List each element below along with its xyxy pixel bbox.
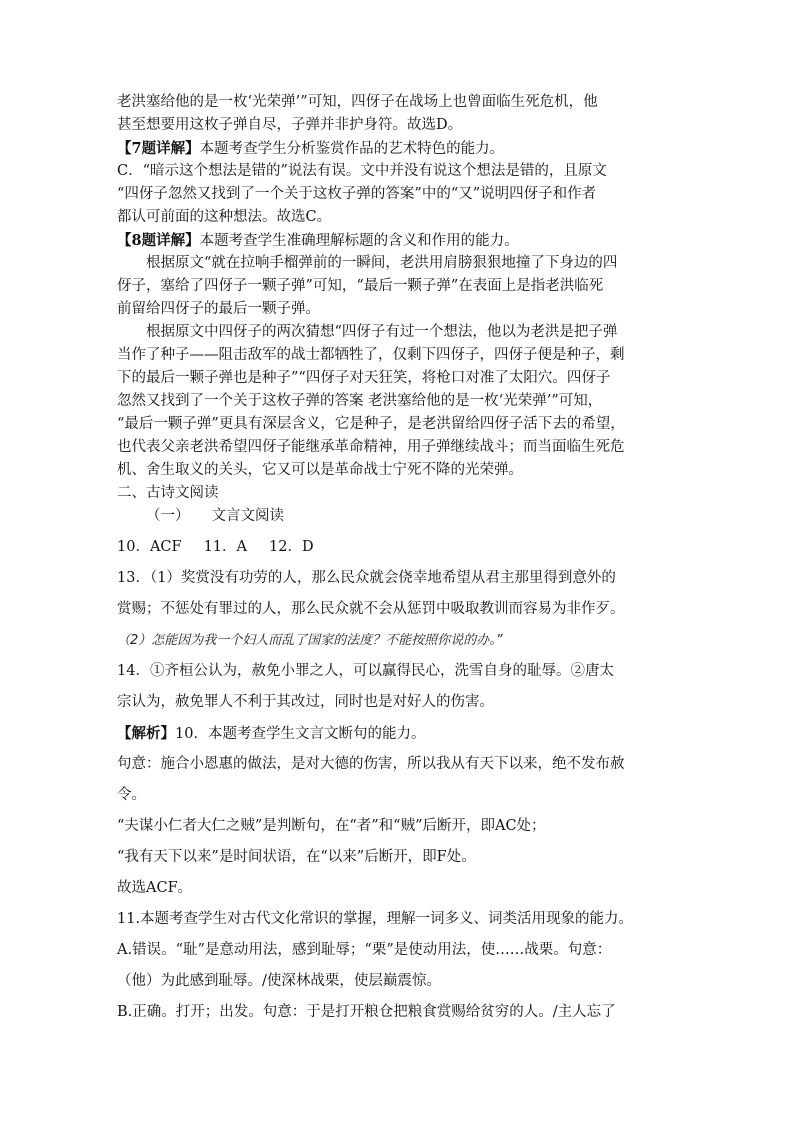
text-line: “最后一颗子弹”更具有深层含义，它是种子，是老洪留给四伢子活下去的希望， bbox=[117, 416, 625, 432]
answer-12: 12．D bbox=[269, 539, 314, 555]
text-line: 13．（1）奖赏没有功劳的人，那么民众就会侥幸地希望从君主那里得到意外的 bbox=[117, 570, 616, 586]
document-page bbox=[117, 91, 677, 1028]
text-line: 句意：施合小恩惠的做法，是对大德的伤害，所以我从有天下以来，绝不发布赦 bbox=[117, 756, 625, 772]
text-line: 根据原文“就在拉响手榴弹前的一瞬间，老洪用肩膀狠狠地撞了下身边的四 bbox=[146, 255, 618, 271]
section-title: 二、古诗文阅读 bbox=[117, 485, 219, 501]
text-line: 当作了种子——阻击敌军的战士都牺牲了，仅剩下四伢子，四伢子便是种子，剩 bbox=[117, 347, 625, 363]
text-line: C．“暗示这个想法是错的”说法有误。文中并没有说这个想法是错的，且原文 bbox=[117, 163, 607, 179]
text-line: （他）为此感到耻辱。/使深林战栗，使层巅震惊。 bbox=[117, 973, 441, 989]
text-line: B.正确。打开；出发。句意：于是打开粮仓把粮食赏赐给贫穷的人。/主人忘了 bbox=[117, 1004, 616, 1020]
question-7-text: 本题考查学生分析鉴赏作品的艺术特色的能力。 bbox=[199, 141, 505, 157]
answers-10-12 bbox=[117, 532, 677, 563]
text-line: 伢子，塞给了四伢子一颗子弹”可知，“最后一颗子弹”在表面上是指老洪临死 bbox=[117, 278, 604, 294]
text-line: A.错误。“耻”是意动用法，感到耻辱；“栗”是使动用法，使……战栗。句意： bbox=[117, 942, 612, 958]
question-8-text: 本题考查学生准确理解标题的含义和作用的能力。 bbox=[199, 233, 519, 249]
text-line: “我有天下以来”是时间状语，在“以来”后断开，即F处。 bbox=[117, 849, 476, 865]
text-line: 前留给四伢子的最后一颗子弹。 bbox=[117, 301, 320, 317]
text-line: 机、舍生取义的关头，它又可以是革命战士宁死不降的光荣弹。 bbox=[117, 462, 523, 478]
subsection-heading bbox=[117, 505, 677, 528]
question-7-heading bbox=[117, 137, 677, 160]
question-8-heading bbox=[117, 229, 677, 252]
text-line: 赏赐；不惩处有罪过的人，那么民众就不会从惩罚中吸取教训而容易为非作歹。 bbox=[117, 601, 625, 617]
text-line: 14．①齐桓公认为，赦免小罪之人，可以赢得民心，洗雪自身的耻辱。②唐太 bbox=[117, 663, 614, 679]
text-line: “四伢子忽然又找到了一个关于这枚子弹的答案”中的“又”说明四伢子和作者 bbox=[117, 186, 597, 202]
text-line: 都认可前面的这种想法。故选C。 bbox=[117, 209, 332, 225]
analysis-heading bbox=[117, 718, 677, 749]
answer-loose-block bbox=[117, 532, 677, 1028]
text-line: 11.本题考查学生对古代文化常识的掌握，理解一词多义、词类活用现象的能力。 bbox=[117, 911, 634, 927]
text-line: 老洪塞给他的是一枚‘光荣弹’”可知，四伢子在战场上也曾面临生死危机，他 bbox=[117, 94, 598, 110]
text-line: 宗认为，赦免罪人不利于其改过，同时也是对好人的伤害。 bbox=[117, 694, 494, 710]
text-line: 也代表父亲老洪希望四伢子能继承革命精神，用子弹继续战斗；而当面临生死危 bbox=[117, 439, 625, 455]
text-line: 故选ACF。 bbox=[117, 880, 193, 896]
subsection-title: 文言文阅读 bbox=[211, 508, 284, 524]
question-8-tag: 【8题详解】 bbox=[117, 232, 200, 249]
text-line: 甚至想要用这枚子弹自尽，子弹并非护身符。故选D。 bbox=[117, 117, 463, 133]
text-line: 忽然又找到了一个关于这枚子弹的答案 老洪塞给他的是一枚‘光荣弹’”可知， bbox=[117, 393, 603, 409]
answer-10: 10．ACF bbox=[117, 539, 182, 555]
text-line: （2）怎能因为我一个妇人而乱了国家的法度？不能按照你说的办。” bbox=[117, 633, 503, 648]
text-line: “夫谋小仁者大仁之贼”是判断句，在“者”和“贼”后断开，即AC处； bbox=[117, 818, 546, 834]
answer-explanation-tight-block bbox=[117, 91, 677, 528]
analysis-tag: 【解析】 bbox=[117, 725, 175, 742]
question-7-tag: 【7题详解】 bbox=[117, 140, 200, 157]
text-line: 下的最后一颗子弹也是种子”“四伢子对天狂笑，将枪口对准了太阳穴。四伢子 bbox=[117, 370, 611, 386]
analysis-text: 10．本题考查学生文言文断句的能力。 bbox=[175, 726, 426, 742]
subsection-number: （一） bbox=[146, 508, 190, 524]
answer-11: 11．A bbox=[203, 539, 248, 555]
text-line: 根据原文中四伢子的两次猜想“四伢子有过一个想法，他以为老洪是把子弹 bbox=[146, 324, 618, 340]
text-line: 令。 bbox=[117, 787, 146, 803]
